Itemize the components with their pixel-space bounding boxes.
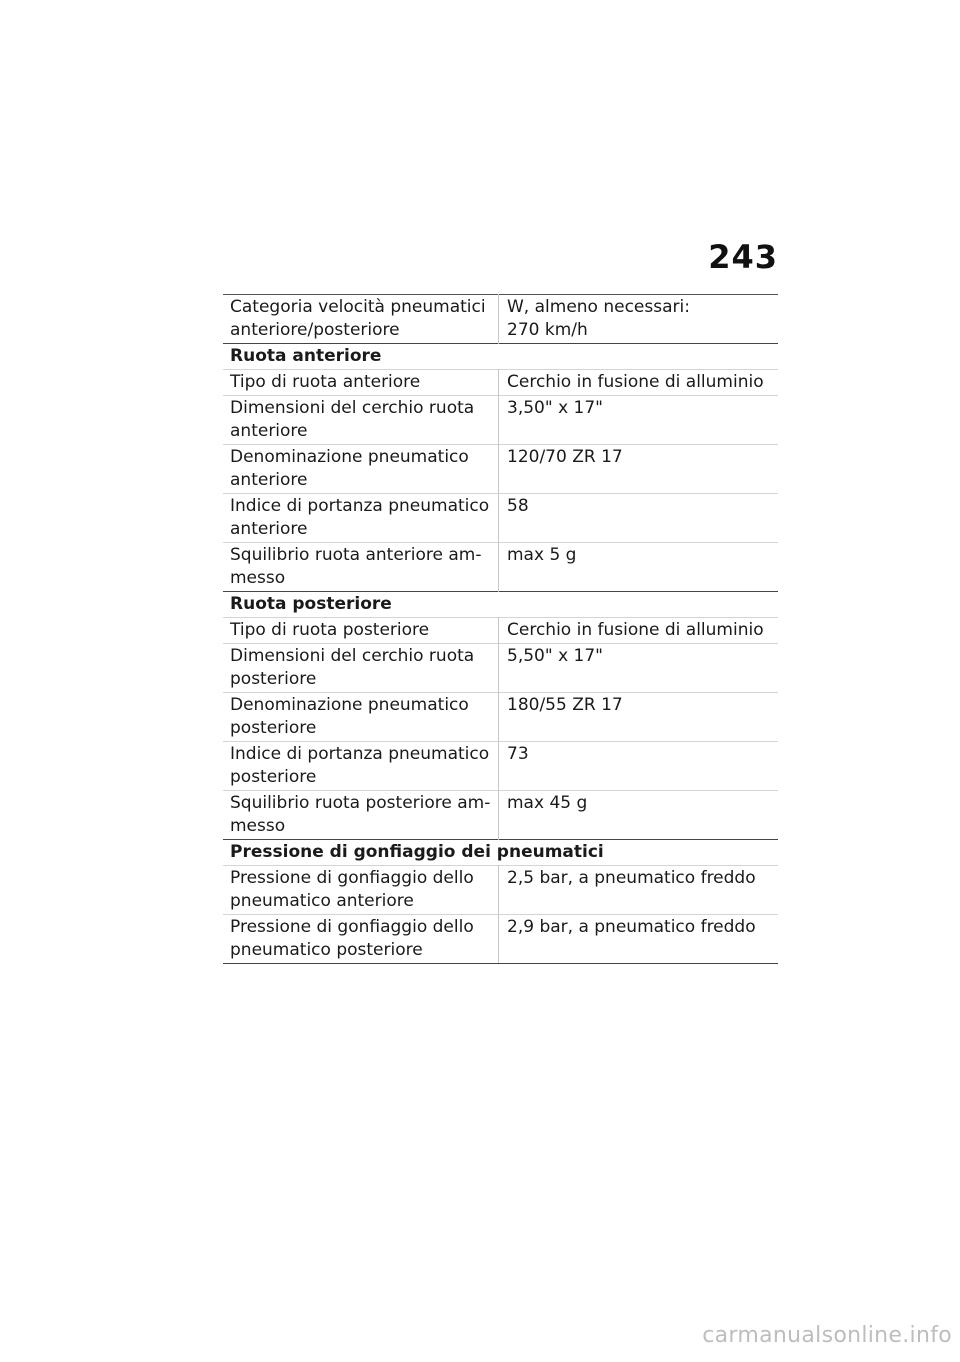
row-value <box>499 295 779 344</box>
section-heading-front-wheel: Ruota anteriore <box>223 344 778 370</box>
row-label: Tipo di ruota anteriore <box>223 370 499 396</box>
row-value-line: W, almeno necessari: <box>507 297 690 317</box>
table-row <box>223 396 778 445</box>
row-label: Squilibrio ruota posteriore am-messo <box>223 791 499 840</box>
row-value: 2,9 bar, a pneumatico freddo <box>499 915 779 964</box>
page-number: 243 <box>708 238 778 276</box>
row-value: max 5 g <box>499 543 779 592</box>
row-label: Indice di portanza pneumatico anteriore <box>223 494 499 543</box>
row-value: 5,50" x 17" <box>499 644 779 693</box>
table-row <box>223 742 778 791</box>
table-row <box>223 370 778 396</box>
row-label: Pressione di gonfiaggio dello pneumatico posteriore <box>223 915 499 964</box>
row-label: Dimensioni del cerchio ruota posteriore <box>223 644 499 693</box>
row-label: Pressione di gonfiaggio dello pneumatico anteriore <box>223 866 499 915</box>
row-value: 180/55 ZR 17 <box>499 693 779 742</box>
section-heading-row <box>223 840 778 866</box>
table-row <box>223 543 778 592</box>
row-value: max 45 g <box>499 791 779 840</box>
watermark: carmanualsonline.info <box>702 1323 952 1348</box>
row-value: 120/70 ZR 17 <box>499 445 779 494</box>
row-label: Denominazione pneumatico posteriore <box>223 693 499 742</box>
row-label: Tipo di ruota posteriore <box>223 618 499 644</box>
row-value: Cerchio in fusione di alluminio <box>499 618 779 644</box>
table-row <box>223 693 778 742</box>
row-value: 58 <box>499 494 779 543</box>
table-row <box>223 295 778 344</box>
row-label: Categoria velocità pneumatici anteriore/posteriore <box>223 295 499 344</box>
row-value: 3,50" x 17" <box>499 396 779 445</box>
row-label: Squilibrio ruota anteriore am-messo <box>223 543 499 592</box>
section-heading-row <box>223 592 778 618</box>
row-label: Denominazione pneumatico anteriore <box>223 445 499 494</box>
row-value: 2,5 bar, a pneumatico freddo <box>499 866 779 915</box>
table-row <box>223 618 778 644</box>
row-value: 73 <box>499 742 779 791</box>
table-row <box>223 866 778 915</box>
section-heading-tire-pressure: Pressione di gonfiaggio dei pneumatici <box>223 840 778 866</box>
row-label: Indice di portanza pneumatico posteriore <box>223 742 499 791</box>
table-row <box>223 445 778 494</box>
table-row <box>223 494 778 543</box>
row-value: Cerchio in fusione di alluminio <box>499 370 779 396</box>
section-heading-rear-wheel: Ruota posteriore <box>223 592 778 618</box>
section-heading-row <box>223 344 778 370</box>
table-row <box>223 791 778 840</box>
specifications-table <box>223 294 778 964</box>
table-row <box>223 644 778 693</box>
row-label: Dimensioni del cerchio ruota anteriore <box>223 396 499 445</box>
table-row <box>223 915 778 964</box>
row-value-line: 270 km/h <box>507 320 588 340</box>
